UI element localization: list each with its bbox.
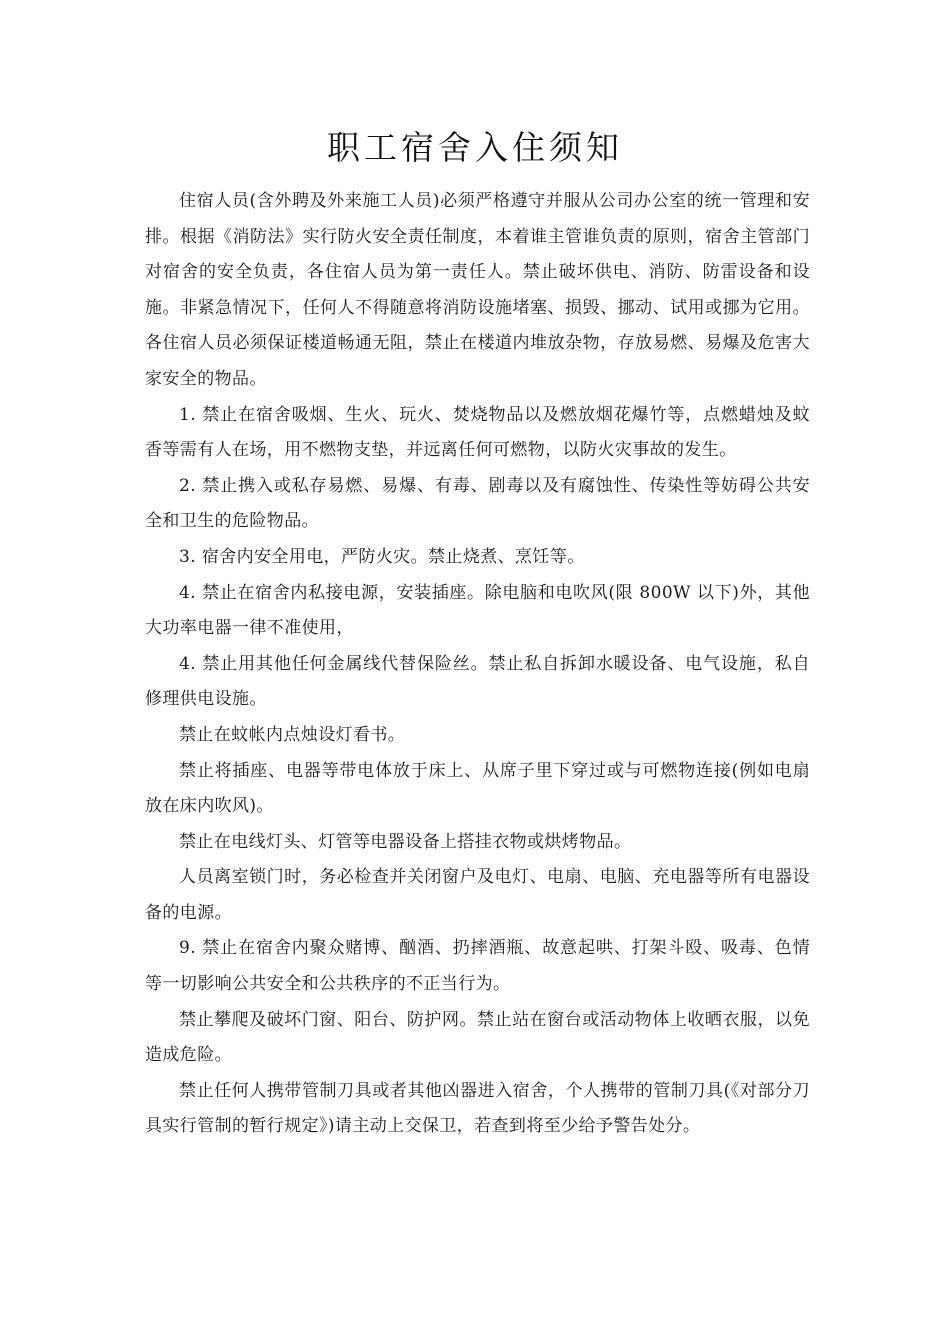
document-body: [145, 184, 810, 1145]
document-title: 职工宿舍入住须知: [327, 128, 623, 167]
rule-paragraph: 1. 禁止在宿舍吸烟、生火、玩火、焚烧物品以及燃放烟花爆竹等，点燃蜡烛及蚊香等需有人在场，用不燃物支垫，并远离任何可燃物，以防火灾事故的发生。: [145, 404, 810, 461]
rule-paragraph: 禁止将插座、电器等带电体放于床上、从席子里下穿过或与可燃物连接(例如电扇放在床内吹风)。: [145, 760, 810, 817]
rule-paragraph: 禁止攀爬及破坏门窗、阳台、防护网。禁止站在窗台或活动物体上收晒衣服，以免造成危险。: [145, 1009, 810, 1066]
rule-paragraph: 4. 禁止在宿舍内私接电源，安装插座。除电脑和电吹风(限 800W 以下)外，其他大功率电器一律不准使用，: [145, 582, 810, 639]
rule-paragraph: 人员离室锁门时，务必检查并关闭窗户及电灯、电扇、电脑、充电器等所有电器设备的电源。: [145, 867, 810, 923]
rule-paragraph: 2. 禁止携入或私存易燃、易爆、有毒、剧毒以及有腐蚀性、传染性等妨碍公共安全和卫生的危险物品。: [145, 475, 810, 532]
rule-paragraph: 禁止在电线灯头、灯管等电器设备上搭挂衣物或烘烤物品。: [179, 831, 632, 852]
intro-paragraph: 住宿人员(含外聘及外来施工人员)必须严格遵守并服从公司办公室的统一管理和安排。根据《消防法》实行防火安全责任制度，本着谁主管谁负责的原则，宿舍主管部门对宿舍的安全负责，各住宿人员为第一责任人。禁止破坏供电、消防、防雷设备和设施。非紧急情况下，任何人不得随意将消防设施堵塞、损毁、挪动、试用或挪为它用。 各住宿人员必须保证楼道畅通无阻，禁止在楼道内堆放杂物，存放易燃、易爆及危害大家安全的物品。: [145, 191, 810, 389]
rule-paragraph: 9. 禁止在宿舍内聚众赌博、酗酒、扔摔酒瓶、故意起哄、打架斗殴、吸毒、色情等一切影响公共安全和公共秩序的不正当行为。: [145, 938, 810, 995]
rule-paragraph: 3. 宿舍内安全用电，严防火灾。禁止烧煮、烹饪等。: [179, 546, 585, 567]
rule-paragraph: 禁止在蚊帐内点烛设灯看书。: [179, 724, 406, 745]
rule-paragraph: 4. 禁止用其他任何金属线代替保险丝。禁止私自拆卸水暖设备、电气设施，私自修理供电设施。: [145, 653, 810, 710]
rule-paragraph: 禁止任何人携带管制刀具或者其他凶器进入宿舍，个人携带的管制刀具(《对部分刀具实行管制的暂行规定》)请主动上交保卫，若查到将至少给予警告处分。: [145, 1080, 810, 1137]
